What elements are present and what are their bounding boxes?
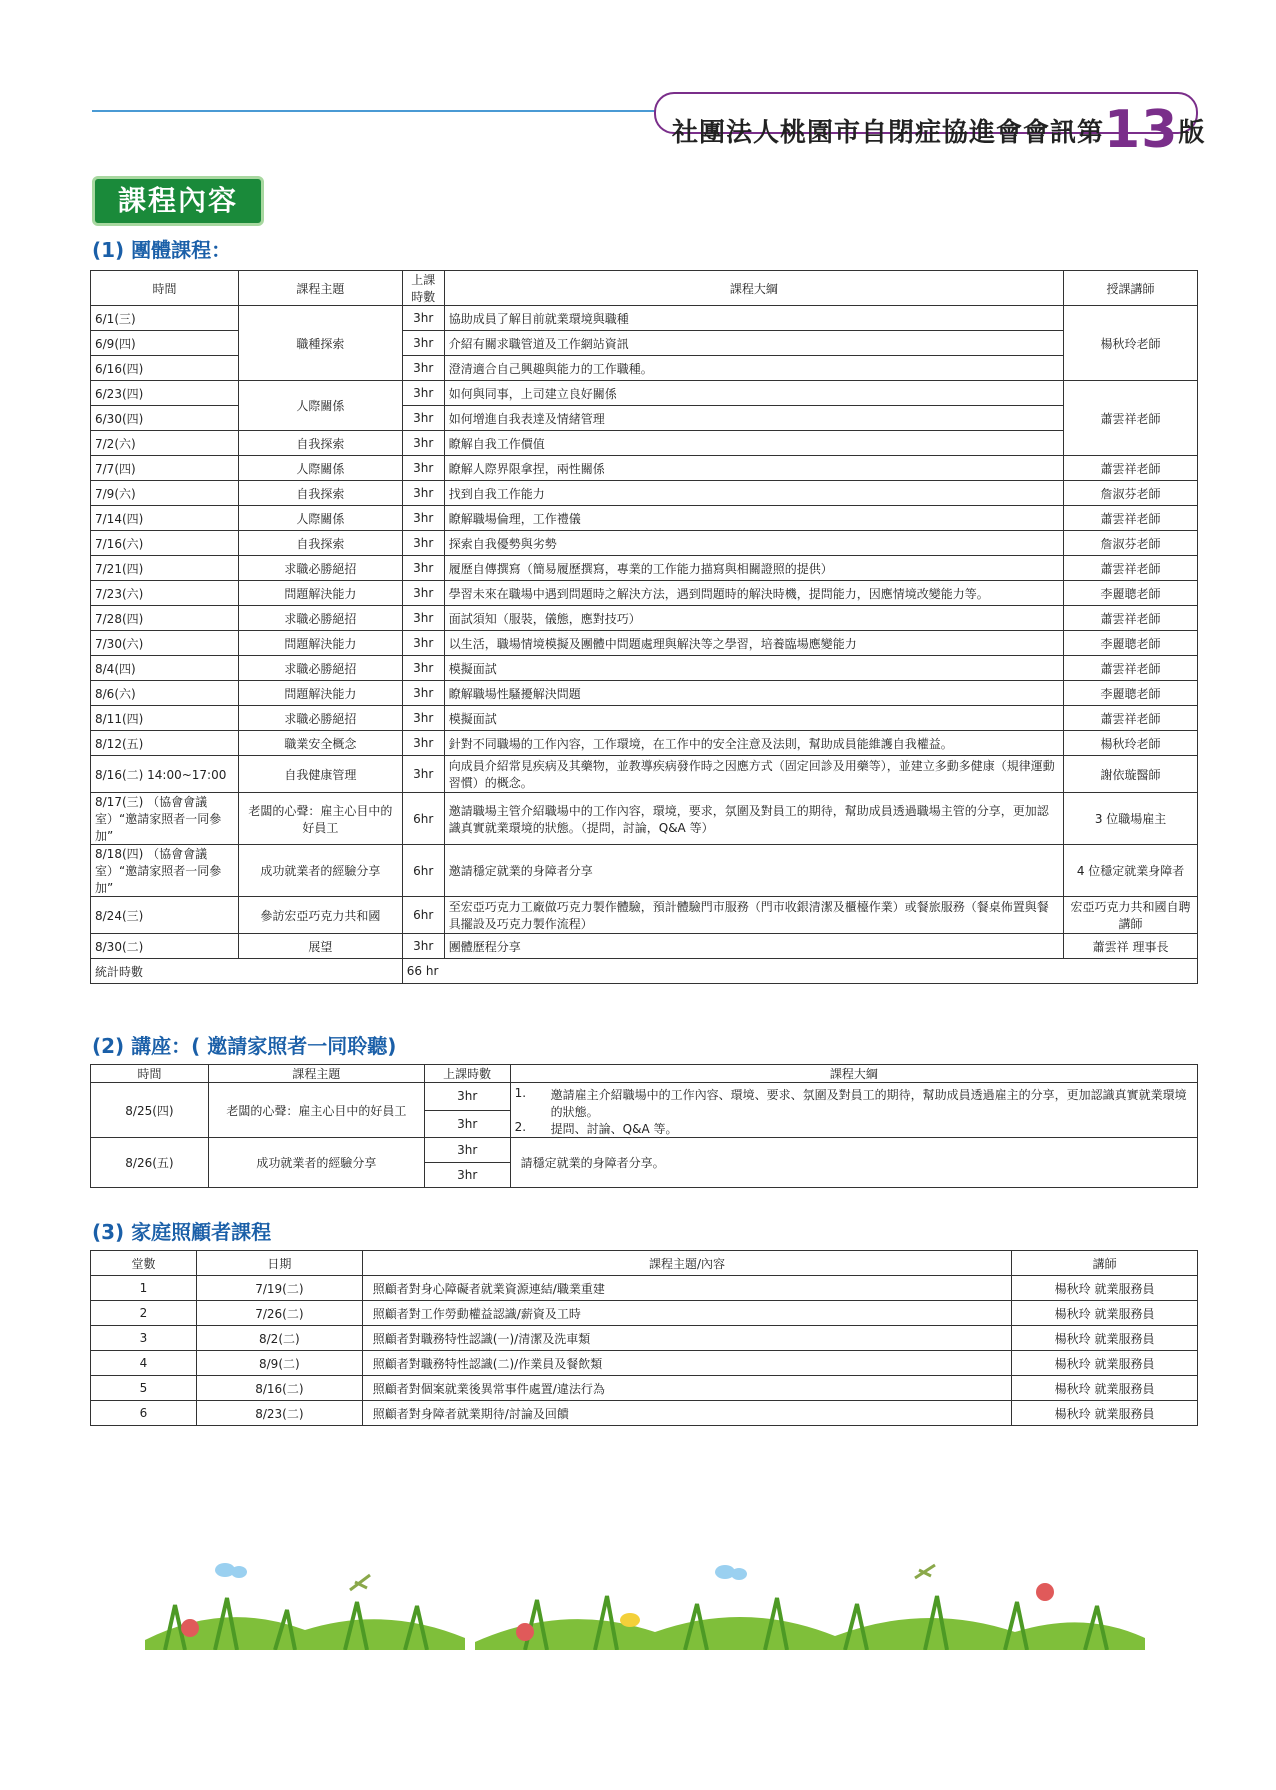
cell-hours: 3hr <box>402 531 444 556</box>
cell-hours: 6hr <box>402 897 444 934</box>
group-course-table <box>90 270 1198 984</box>
table-row <box>91 897 1198 934</box>
table-row <box>91 481 1198 506</box>
cell-outline: 學習未來在職場中遇到問題時之解決方法，遇到問題時的解決時機，提問能力，因應情境改變能力等。 <box>444 581 1063 606</box>
table-row <box>91 556 1198 581</box>
cell-topic: 求職必勝絕招 <box>238 556 402 581</box>
cell-outline: 澄清適合自己興趣與能力的工作職種。 <box>444 356 1063 381</box>
table-row <box>91 1326 1198 1351</box>
col-header: 課程主題 <box>208 1065 424 1083</box>
cell-outline: 針對不同職場的工作內容，工作環境，在工作中的安全注意及法則，幫助成員能維護自我權益。 <box>444 731 1063 756</box>
cell-hours: 3hr <box>402 506 444 531</box>
cell-topic: 成功就業者的經驗分享 <box>238 845 402 897</box>
cell-topic: 問題解決能力 <box>238 581 402 606</box>
col-header: 上課時數 <box>402 271 444 306</box>
cell-topic: 人際關係 <box>238 506 402 531</box>
cell-outline: 團體歷程分享 <box>444 934 1063 959</box>
cell-hours: 3hr <box>402 631 444 656</box>
cell-outline: 找到自我工作能力 <box>444 481 1063 506</box>
cell-topic: 職種探索 <box>238 306 402 381</box>
table-row <box>91 756 1198 793</box>
cell-topic: 求職必勝絕招 <box>238 706 402 731</box>
table-row <box>91 306 1198 331</box>
cell-hours: 3hr <box>402 706 444 731</box>
cell-topic: 人際關係 <box>238 381 402 431</box>
cell-date: 7/30(六) <box>91 631 239 656</box>
cell-hours: 3hr <box>402 731 444 756</box>
table-row <box>91 1138 1198 1163</box>
cell-teacher: 詹淑芬老師 <box>1064 531 1198 556</box>
cell-date: 8/2(二) <box>196 1326 362 1351</box>
cell-teacher: 蕭雲祥老師 <box>1064 656 1198 681</box>
table-row <box>91 381 1198 406</box>
cell-number: 5 <box>91 1376 197 1401</box>
cell-teacher: 楊秋玲 就業服務員 <box>1012 1351 1198 1376</box>
cell-number: 2 <box>91 1301 197 1326</box>
cell-teacher: 楊秋玲 就業服務員 <box>1012 1376 1198 1401</box>
cell-date: 8/26(五) <box>91 1138 209 1188</box>
org-title: 社團法人桃園市自閉症協進會會訊 <box>672 118 1078 148</box>
cell-teacher: 蕭雲祥 理事長 <box>1064 934 1198 959</box>
section3-title: (3) 家庭照顧者課程 <box>92 1220 272 1244</box>
cell-hours: 3hr <box>402 331 444 356</box>
cell-topic: 求職必勝絕招 <box>238 656 402 681</box>
cell-hours: 3hr <box>402 306 444 331</box>
cell-date: 7/21(四) <box>91 556 239 581</box>
cell-topic: 照顧者對職務特性認識(一)/清潔及洗車類 <box>362 1326 1011 1351</box>
grass-icon <box>145 1596 1145 1650</box>
caregiver-course-table <box>90 1250 1198 1426</box>
table-row <box>91 531 1198 556</box>
outline-item-text: 提問、討論、Q&A 等。 <box>550 1122 678 1136</box>
cell-topic: 照顧者對個案就業後異常事件處置/違法行為 <box>362 1376 1011 1401</box>
outline-item-number: 2. <box>514 1120 527 1134</box>
cell-outline: 請穩定就業的身障者分享。 <box>510 1138 1197 1188</box>
header-rule <box>92 110 657 112</box>
cell-teacher: 楊秋玲 就業服務員 <box>1012 1301 1198 1326</box>
cell-teacher: 3 位職場雇主 <box>1064 793 1198 845</box>
cell-topic: 自我探索 <box>238 531 402 556</box>
cell-date: 7/16(六) <box>91 531 239 556</box>
table-row <box>91 845 1198 897</box>
cell-topic: 照顧者對工作勞動權益認識/薪資及工時 <box>362 1301 1011 1326</box>
issue-prefix: 第 <box>1077 118 1105 148</box>
table-row <box>91 656 1198 681</box>
cell-outline: 探索自我優勢與劣勢 <box>444 531 1063 556</box>
col-header: 課程主題/內容 <box>362 1251 1011 1276</box>
cell-hours: 3hr <box>402 381 444 406</box>
table-row <box>91 793 1198 845</box>
section1-title: (1) 團體課程： <box>92 238 232 262</box>
cell-hours: 3hr <box>402 481 444 506</box>
cell-date: 8/30(二) <box>91 934 239 959</box>
cell-date: 8/16(二) 14:00~17:00 <box>91 756 239 793</box>
col-header: 講師 <box>1012 1251 1198 1276</box>
cell-outline: 面試須知（服裝，儀態，應對技巧） <box>444 606 1063 631</box>
cell-hours: 3hr <box>402 656 444 681</box>
cell-topic: 問題解決能力 <box>238 631 402 656</box>
cell-number: 1 <box>91 1276 197 1301</box>
cell-teacher: 詹淑芬老師 <box>1064 481 1198 506</box>
col-header: 日期 <box>196 1251 362 1276</box>
cell-topic: 自我探索 <box>238 481 402 506</box>
cell-date: 8/16(二) <box>196 1376 362 1401</box>
col-header: 課程主題 <box>238 271 402 306</box>
col-header: 課程大綱 <box>510 1065 1197 1083</box>
cell-date: 7/28(四) <box>91 606 239 631</box>
cell-hours: 3hr <box>402 406 444 431</box>
cell-outline: 瞭解職場倫理，工作禮儀 <box>444 506 1063 531</box>
cell-teacher: 蕭雲祥老師 <box>1064 556 1198 581</box>
cell-date: 6/23(四) <box>91 381 239 406</box>
cell-date: 8/12(五) <box>91 731 239 756</box>
table-row <box>91 1351 1198 1376</box>
cell-teacher: 蕭雲祥老師 <box>1064 606 1198 631</box>
cell-date: 8/17(三) （協會會議室）“邀請家照者一同參加” <box>91 793 239 845</box>
cell-outline: 邀請穩定就業的身障者分享 <box>444 845 1063 897</box>
cell-outline: 瞭解人際界限拿捏，兩性關係 <box>444 456 1063 481</box>
cell-date: 8/23(二) <box>196 1401 362 1426</box>
table-row <box>91 1401 1198 1426</box>
table-row <box>91 731 1198 756</box>
cell-date: 6/9(四) <box>91 331 239 356</box>
cell-teacher: 4 位穩定就業身障者 <box>1064 845 1198 897</box>
table-row <box>91 506 1198 531</box>
cell-topic: 參訪宏亞巧克力共和國 <box>238 897 402 934</box>
table-row <box>91 934 1198 959</box>
cell-outline: 介紹有關求職管道及工作網站資訊 <box>444 331 1063 356</box>
cell-date: 8/6(六) <box>91 681 239 706</box>
col-header: 堂數 <box>91 1251 197 1276</box>
cell-date: 7/26(二) <box>196 1301 362 1326</box>
col-header: 時間 <box>91 271 239 306</box>
cell-date: 7/7(四) <box>91 456 239 481</box>
cell-topic: 自我健康管理 <box>238 756 402 793</box>
cell-topic: 成功就業者的經驗分享 <box>208 1138 424 1188</box>
table-row <box>91 631 1198 656</box>
cell-hours: 3hr <box>424 1138 510 1163</box>
cell-outline: 邀請職場主管介紹職場中的工作內容，環境，要求，氛圍及對員工的期待，幫助成員透過職場主管的分享，更加認識真實就業環境的狀態。（提問，討論，Q&A 等） <box>444 793 1063 845</box>
cell-outline: 模擬面試 <box>444 706 1063 731</box>
header-title <box>672 94 1206 160</box>
cell-date: 6/1(三) <box>91 306 239 331</box>
cell-teacher: 宏亞巧克力共和國自聘講師 <box>1064 897 1198 934</box>
cell-topic: 老闆的心聲：雇主心目中的好員工 <box>208 1083 424 1138</box>
cell-teacher: 謝依璇醫師 <box>1064 756 1198 793</box>
cell-teacher: 楊秋玲老師 <box>1064 306 1198 381</box>
table-row <box>91 1376 1198 1401</box>
table-row <box>91 681 1198 706</box>
table-row <box>91 581 1198 606</box>
col-header: 授課講師 <box>1064 271 1198 306</box>
table-row <box>91 1301 1198 1326</box>
cell-teacher: 李麗聰老師 <box>1064 631 1198 656</box>
dragonfly-icon <box>350 1565 935 1590</box>
cell-outline: 瞭解職場性騷擾解決問題 <box>444 681 1063 706</box>
table-row <box>91 431 1198 456</box>
cell-topic: 人際關係 <box>238 456 402 481</box>
cell-date: 7/14(四) <box>91 506 239 531</box>
cell-number: 6 <box>91 1401 197 1426</box>
cell-teacher: 蕭雲祥老師 <box>1064 456 1198 481</box>
table-row <box>91 456 1198 481</box>
cell-hours: 3hr <box>402 606 444 631</box>
cell-date: 7/23(六) <box>91 581 239 606</box>
cell-outline: 協助成員了解目前就業環境與職種 <box>444 306 1063 331</box>
cell-outline: 以生活，職場情境模擬及團體中問題處理與解決等之學習，培養臨場應變能力 <box>444 631 1063 656</box>
cell-date: 7/19(二) <box>196 1276 362 1301</box>
col-header: 上課時數 <box>424 1065 510 1083</box>
cell-hours: 3hr <box>424 1083 510 1111</box>
cell-teacher: 楊秋玲 就業服務員 <box>1012 1276 1198 1301</box>
cell-topic: 職業安全概念 <box>238 731 402 756</box>
cell-outline <box>510 1083 1197 1138</box>
cell-teacher: 李麗聰老師 <box>1064 581 1198 606</box>
cell-teacher: 李麗聰老師 <box>1064 681 1198 706</box>
section2-title: (2) 講座：( 邀請家照者一同聆聽) <box>92 1034 397 1058</box>
cell-outline: 模擬面試 <box>444 656 1063 681</box>
butterfly-icon <box>215 1563 747 1580</box>
cell-outline: 瞭解自我工作價值 <box>444 431 1063 456</box>
cell-topic: 照顧者對職務特性認識(二)/作業員及餐飲類 <box>362 1351 1011 1376</box>
total-row <box>91 959 1198 984</box>
cell-teacher: 楊秋玲 就業服務員 <box>1012 1401 1198 1426</box>
outline-item-text: 邀請雇主介紹職場中的工作內容、環境、要求、氛圍及對員工的期待，幫助成員透過雇主的分享，更加認識真實就業環境的狀態。 <box>550 1088 1187 1119</box>
cell-outline: 至宏亞巧克力工廠做巧克力製作體驗，預計體驗門市服務（門市收銀清潔及櫃檯作業）或餐旅服務（餐桌佈置與餐具擺設及巧克力製作流程） <box>444 897 1063 934</box>
lecture-table <box>90 1064 1198 1188</box>
cell-hours: 3hr <box>402 934 444 959</box>
cell-topic: 自我探索 <box>238 431 402 456</box>
cell-hours: 3hr <box>424 1110 510 1138</box>
cell-hours: 3hr <box>402 456 444 481</box>
cell-topic: 求職必勝絕招 <box>238 606 402 631</box>
cell-outline: 向成員介紹常見疾病及其藥物，並教導疾病發作時之因應方式（固定回診及用藥等），並建立多動多健康（規律運動習慣）的概念。 <box>444 756 1063 793</box>
cell-date: 8/4(四) <box>91 656 239 681</box>
cell-number: 3 <box>91 1326 197 1351</box>
cell-topic: 展望 <box>238 934 402 959</box>
cell-outline: 如何增進自我表達及情緒管理 <box>444 406 1063 431</box>
issue-number: 13 <box>1104 100 1179 160</box>
total-value: 66 hr <box>402 959 1197 984</box>
cell-date: 7/2(六) <box>91 431 239 456</box>
table-row <box>91 706 1198 731</box>
cell-outline: 如何與同事，上司建立良好關係 <box>444 381 1063 406</box>
cell-teacher: 蕭雲祥老師 <box>1064 506 1198 531</box>
grass-illustration <box>145 1560 1145 1650</box>
issue-suffix: 版 <box>1178 118 1206 148</box>
cell-teacher: 蕭雲祥老師 <box>1064 381 1198 456</box>
cell-hours: 3hr <box>402 356 444 381</box>
cell-teacher: 楊秋玲老師 <box>1064 731 1198 756</box>
table-row <box>91 1083 1198 1111</box>
cell-hours: 3hr <box>402 756 444 793</box>
cell-hours: 3hr <box>424 1163 510 1188</box>
cell-topic: 老闆的心聲：雇主心目中的好員工 <box>238 793 402 845</box>
table-row <box>91 606 1198 631</box>
cell-date: 8/24(三) <box>91 897 239 934</box>
cell-topic: 問題解決能力 <box>238 681 402 706</box>
cell-hours: 3hr <box>402 581 444 606</box>
cell-date: 8/18(四) （協會會議室）“邀請家照者一同參加” <box>91 845 239 897</box>
cell-topic: 照顧者對身障者就業期待/討論及回饋 <box>362 1401 1011 1426</box>
cell-outline: 履歷自傳撰寫（簡易履歷撰寫，專業的工作能力描寫與相關證照的提供） <box>444 556 1063 581</box>
col-header: 時間 <box>91 1065 209 1083</box>
cell-date: 6/30(四) <box>91 406 239 431</box>
cell-date: 8/11(四) <box>91 706 239 731</box>
section-badge: 課程內容 <box>92 176 264 226</box>
cell-date: 8/25(四) <box>91 1083 209 1138</box>
cell-hours: 6hr <box>402 845 444 897</box>
cell-hours: 3hr <box>402 556 444 581</box>
cell-teacher: 蕭雲祥老師 <box>1064 706 1198 731</box>
bee-icon <box>620 1613 640 1627</box>
table-row <box>91 1276 1198 1301</box>
cell-date: 6/16(四) <box>91 356 239 381</box>
col-header: 課程大綱 <box>444 271 1063 306</box>
cell-hours: 3hr <box>402 681 444 706</box>
outline-item-number: 1. <box>514 1086 527 1100</box>
cell-teacher: 楊秋玲 就業服務員 <box>1012 1326 1198 1351</box>
cell-topic: 照顧者對身心障礙者就業資源連結/職業重建 <box>362 1276 1011 1301</box>
cell-date: 8/9(二) <box>196 1351 362 1376</box>
cell-hours: 3hr <box>402 431 444 456</box>
cell-number: 4 <box>91 1351 197 1376</box>
cell-date: 7/9(六) <box>91 481 239 506</box>
total-label: 統計時數 <box>91 959 403 984</box>
cell-hours: 6hr <box>402 793 444 845</box>
